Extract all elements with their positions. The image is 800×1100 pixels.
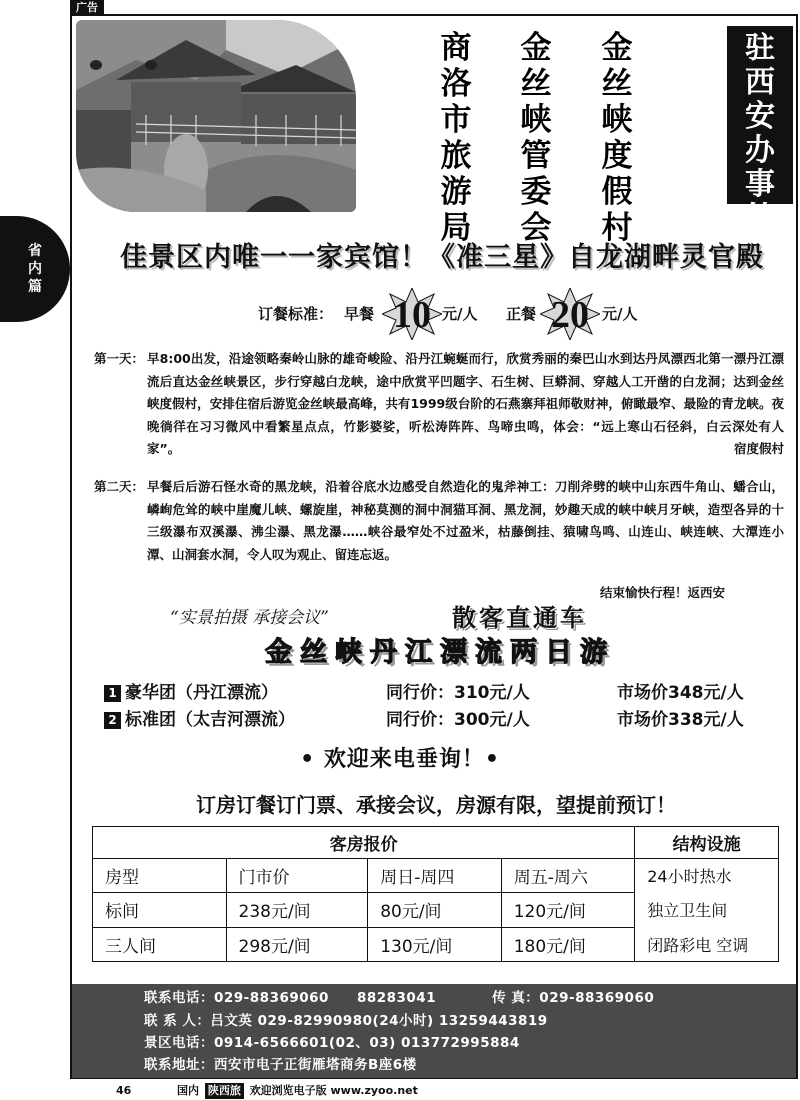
table-cell: 130元/间 <box>368 927 502 961</box>
person-label: 联 系 人： <box>144 1013 211 1029</box>
day2-label: 第二天： <box>94 479 145 494</box>
peer-price-label: 同行价： <box>386 683 454 703</box>
itinerary-day1 <box>94 348 784 461</box>
day1-lodging: 宿度假村 <box>733 441 784 456</box>
section-side-tab <box>0 216 70 322</box>
lunch-unit: 元/人 <box>602 305 638 323</box>
column-header: 周五-周六 <box>501 859 635 893</box>
day2-text: 早餐后后游石怪水奇的黑龙峡，沿着谷底水边感受自然造化的鬼斧神工：刀削斧劈的峡中山东西牛角山、蟠合山，嶙峋危耸的峡中崖魔儿峡、螺旋崖，神秘莫测的洞中洞猫耳洞、黑龙洞，妙趣天成的峡中峡月牙峡，造型各异的十三级瀑布双溪瀑、沸尘瀑、黑龙瀑……峡谷最窄处不过盈米，枯藤倒挂、猿啸鸟鸣、山连山、峡连峡、大潭连小潭、山洞套水洞，令人叹为观止、留连忘返。 <box>147 479 784 562</box>
phone-number-2: 88283041 <box>356 990 437 1006</box>
table-cell: 标间 <box>93 893 227 927</box>
contact-scenic-row <box>144 1032 520 1054</box>
package-name: 豪华团（丹江漂流） <box>125 683 278 703</box>
table-cell: 三人间 <box>93 927 227 961</box>
package-name: 标准团（太吉河漂流） <box>125 710 295 730</box>
breakfast-unit: 元/人 <box>442 305 478 323</box>
office-char: 办 <box>745 133 775 168</box>
welcome-line: • 欢迎来电垂询！• <box>300 747 500 772</box>
itinerary-day2 <box>94 476 784 566</box>
scenic-phone: 0914-6566601(02、03) 013772995884 <box>214 1035 520 1051</box>
rates-header: 客房报价 <box>93 827 635 859</box>
table-row <box>93 893 779 927</box>
facility-item: 独立卫生间 <box>635 893 779 927</box>
package-number: 2 <box>104 712 121 729</box>
person-info: 吕文英 029-82990980(24小时) 13259443819 <box>210 1013 548 1029</box>
meal-label: 订餐标准： <box>258 305 334 323</box>
ad-tab: 广告 <box>70 0 104 15</box>
peer-price-label: 同行价： <box>386 710 454 730</box>
footer-region: 国内 <box>177 1084 199 1097</box>
day1-label: 第一天： <box>94 351 145 366</box>
market-price-label: 市场价 <box>617 683 668 703</box>
side-tab-char: 内 <box>28 261 42 277</box>
fax-label: 传 真： <box>492 990 540 1006</box>
xian-office-box <box>727 26 793 236</box>
package-standard <box>104 707 794 733</box>
lunch-price-burst <box>540 288 600 340</box>
table-row <box>93 859 779 893</box>
contact-person-row <box>144 1010 548 1032</box>
peer-price: 310元/人 <box>454 683 530 703</box>
tour-title: 金丝峡丹江漂流两日游 <box>265 637 615 668</box>
office-char: 事 <box>745 167 775 202</box>
package-deluxe <box>104 680 794 706</box>
office-char: 西 <box>745 65 775 100</box>
market-price: 338元/人 <box>668 710 744 730</box>
table-cell: 120元/间 <box>501 893 635 927</box>
peer-price: 300元/人 <box>454 710 530 730</box>
footer-tagline[interactable]: 欢迎浏览电子版 www.zyoo.net <box>249 1084 418 1097</box>
market-price-label: 市场价 <box>617 710 668 730</box>
day1-text: 早8:00出发，沿途领略秦岭山脉的雄奇峻险、沿丹江蜿蜒而行，欣赏秀丽的秦巴山水到达丹凤漂西北第一漂丹江漂流后直达金丝峡景区，步行穿越白龙峡，途中欣赏平凹题字、石生树、巨蟒洞、穿越人工开凿的白龙洞；达到金丝峡度假村，安排住宿后游览金丝峡最高峰，共有1999级台阶的石燕寨拜祖师敬财神，俯瞰最窄、最险的青龙峡。夜晚徜徉在习习微风中看繁星点点，竹影婆娑，听松涛阵阵、鸟啼虫鸣，体会：“远上寒山石径斜，白云深处有人家”。 <box>147 351 784 456</box>
title-resort: 金丝峡度假村 <box>601 30 633 246</box>
itinerary-ending: 结束愉快行程！返西安 <box>600 585 726 600</box>
booking-note: 订房订餐订门票、承接会议，房源有限，望提前预订！ <box>196 793 676 817</box>
phone-number: 029-88369060 <box>214 990 329 1006</box>
title-management-committee: 金丝峡管委会 <box>520 30 552 246</box>
table-row <box>93 927 779 961</box>
tour-brand: 散客直通车 <box>452 604 587 632</box>
breakfast-label: 早餐 <box>344 305 375 323</box>
breakfast-price-burst <box>382 288 442 340</box>
pavilion-photo <box>76 20 356 212</box>
address-label: 联系地址： <box>144 1057 214 1073</box>
address: 西安市电子正街雁塔商务B座6楼 <box>214 1057 417 1073</box>
table-cell: 238元/间 <box>226 893 368 927</box>
side-tab-char: 省 <box>28 243 42 259</box>
facilities-header: 结构设施 <box>635 827 779 859</box>
title-tourism-bureau: 商洛市旅游局 <box>440 30 472 246</box>
office-char: 处 <box>745 201 775 236</box>
column-header: 周日-周四 <box>368 859 502 893</box>
tour-slogan: “实景拍摄 承接会议” <box>170 608 329 628</box>
office-char: 安 <box>745 99 775 134</box>
scenic-label: 景区电话： <box>144 1035 214 1051</box>
table-cell: 298元/间 <box>226 927 368 961</box>
column-header: 门市价 <box>226 859 368 893</box>
room-rates-table <box>92 826 779 962</box>
facility-item: 闭路彩电 空调 <box>635 927 779 961</box>
contact-address-row <box>144 1054 417 1076</box>
office-char: 驻 <box>745 31 775 66</box>
promo-headline: 佳景区内唯一一家宾馆！《准三星》自龙湖畔灵官殿 <box>120 242 764 273</box>
column-header: 房型 <box>93 859 227 893</box>
side-tab-char: 篇 <box>28 279 42 295</box>
phone-label: 联系电话： <box>144 990 214 1006</box>
lunch-label: 正餐 <box>506 305 537 323</box>
facility-item: 24小时热水 <box>635 859 779 893</box>
market-price: 348元/人 <box>668 683 744 703</box>
lunch-price: 20 <box>551 294 589 336</box>
fax-number: 029-88369060 <box>539 990 655 1006</box>
publication-badge: 陕西旅 <box>205 1083 244 1099</box>
breakfast-price: 10 <box>393 294 431 336</box>
table-cell: 180元/间 <box>501 927 635 961</box>
package-number: 1 <box>104 685 121 702</box>
table-cell: 80元/间 <box>368 893 502 927</box>
contact-phone-row <box>144 987 654 1009</box>
contact-panel <box>72 984 796 1078</box>
page-footer <box>70 1083 798 1099</box>
page-number: 46 <box>116 1084 132 1097</box>
